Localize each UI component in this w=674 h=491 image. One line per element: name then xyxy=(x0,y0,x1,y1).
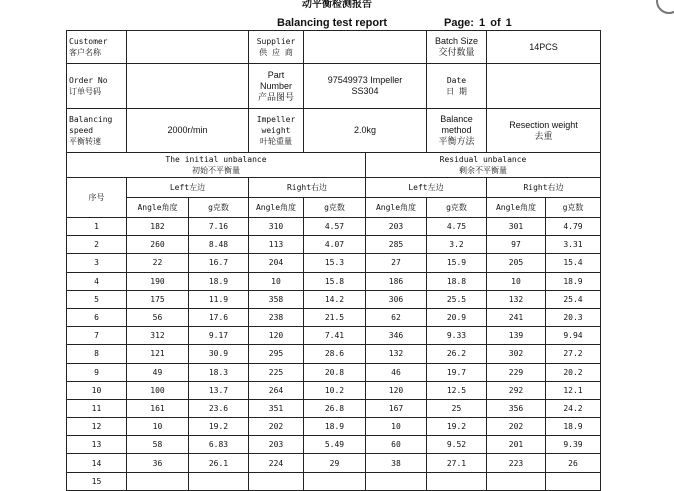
measurement-rows xyxy=(67,218,601,491)
grams-cell: 7.41 xyxy=(304,327,366,345)
initial-unbalance-header: The initial unbalance 初始不平衡量 xyxy=(67,153,366,178)
part-number-value: 97549973 Impeller SS304 xyxy=(304,64,427,109)
grams-cell: 13.7 xyxy=(189,381,249,399)
page-label: Page: xyxy=(444,17,474,29)
table-row xyxy=(67,218,601,236)
angle-cell: 223 xyxy=(487,454,546,472)
seq-header: 序号 xyxy=(67,178,127,218)
grams-cell: 14.2 xyxy=(304,290,366,308)
residual-unbalance-header: Residual unbalance 剩余不平衡量 xyxy=(366,153,601,178)
grams-header: g克数 xyxy=(546,198,601,218)
angle-cell: 190 xyxy=(127,272,189,290)
grams-cell: 23.6 xyxy=(189,399,249,417)
angle-cell: 120 xyxy=(249,327,304,345)
customer-label: Customer 客户名称 xyxy=(67,31,127,64)
report-title-en: Balancing test report xyxy=(277,17,388,29)
grams-cell: 15.9 xyxy=(427,254,487,272)
angle-cell: 202 xyxy=(487,418,546,436)
angle-cell: 312 xyxy=(127,327,189,345)
grams-cell: 3.31 xyxy=(546,236,601,254)
grams-cell: 6.83 xyxy=(189,436,249,454)
angle-cell: 100 xyxy=(127,381,189,399)
grams-cell: 19.7 xyxy=(427,363,487,381)
angle-cell xyxy=(487,472,546,490)
grams-cell: 28.6 xyxy=(304,345,366,363)
angle-cell: 10 xyxy=(127,418,189,436)
grams-cell: 26 xyxy=(546,454,601,472)
angle-cell: 182 xyxy=(127,218,189,236)
angle-cell: 58 xyxy=(127,436,189,454)
table-row xyxy=(67,363,601,381)
angle-cell: 205 xyxy=(487,254,546,272)
angle-cell: 302 xyxy=(487,345,546,363)
angle-cell xyxy=(366,472,427,490)
table-row xyxy=(67,381,601,399)
grams-cell: 5.49 xyxy=(304,436,366,454)
grams-header: g克数 xyxy=(189,198,249,218)
angle-cell: 285 xyxy=(366,236,427,254)
angle-cell: 292 xyxy=(487,381,546,399)
grams-cell: 27.2 xyxy=(546,345,601,363)
grams-cell: 27.1 xyxy=(427,454,487,472)
batch-size-label: Batch Size 交付数量 xyxy=(427,31,487,64)
grams-cell: 9.94 xyxy=(546,327,601,345)
grams-cell: 20.8 xyxy=(304,363,366,381)
grams-cell: 11.9 xyxy=(189,290,249,308)
grams-cell: 25.5 xyxy=(427,290,487,308)
angle-cell: 121 xyxy=(127,345,189,363)
grams-cell: 16.7 xyxy=(189,254,249,272)
grams-header: g克数 xyxy=(304,198,366,218)
grams-cell: 4.57 xyxy=(304,218,366,236)
row-number: 15 xyxy=(67,472,127,490)
report-title-cn: 动平衡检测报告 xyxy=(302,0,372,10)
grams-cell: 18.9 xyxy=(546,272,601,290)
grams-cell: 4.79 xyxy=(546,218,601,236)
angle-cell: 295 xyxy=(249,345,304,363)
row-number: 6 xyxy=(67,308,127,326)
grams-cell: 10.2 xyxy=(304,381,366,399)
angle-cell: 62 xyxy=(366,308,427,326)
table-row xyxy=(67,345,601,363)
row-number: 13 xyxy=(67,436,127,454)
grams-cell: 30.9 xyxy=(189,345,249,363)
unbalance-group-header xyxy=(67,153,601,178)
angle-cell: 224 xyxy=(249,454,304,472)
page-current: 1 xyxy=(479,17,486,29)
grams-cell: 4.07 xyxy=(304,236,366,254)
grams-cell: 9.17 xyxy=(189,327,249,345)
angle-cell: 60 xyxy=(366,436,427,454)
angle-cell: 38 xyxy=(366,454,427,472)
grams-cell: 29 xyxy=(304,454,366,472)
table-row xyxy=(67,472,601,490)
part-number-label: Part Number 产品图号 xyxy=(249,64,304,109)
angle-cell: 132 xyxy=(487,290,546,308)
measure-header-row xyxy=(67,198,601,218)
grams-cell: 9.39 xyxy=(546,436,601,454)
angle-cell: 358 xyxy=(249,290,304,308)
customer-value xyxy=(127,31,249,64)
row-number: 10 xyxy=(67,381,127,399)
angle-cell: 10 xyxy=(366,418,427,436)
grams-cell: 18.8 xyxy=(427,272,487,290)
angle-cell: 356 xyxy=(487,399,546,417)
grams-cell: 18.9 xyxy=(304,418,366,436)
initial-left-header: Left左边 xyxy=(127,178,249,198)
table-row xyxy=(67,418,601,436)
row-number: 11 xyxy=(67,399,127,417)
grams-cell: 18.9 xyxy=(546,418,601,436)
impeller-weight-value: 2.0kg xyxy=(304,109,427,153)
angle-cell: 301 xyxy=(487,218,546,236)
table-row xyxy=(67,236,601,254)
date-label: Date 日 期 xyxy=(427,64,487,109)
row-number: 12 xyxy=(67,418,127,436)
grams-cell: 17.6 xyxy=(189,308,249,326)
balance-method-value: Resection weight 去重 xyxy=(487,109,601,153)
balancing-speed-label: Balancing speed 平衡转速 xyxy=(67,109,127,153)
angle-cell: 202 xyxy=(249,418,304,436)
row-number: 3 xyxy=(67,254,127,272)
angle-cell: 186 xyxy=(366,272,427,290)
row-number: 8 xyxy=(67,345,127,363)
info-row-speed xyxy=(67,109,601,153)
grams-cell: 3.2 xyxy=(427,236,487,254)
angle-cell: 175 xyxy=(127,290,189,308)
supplier-value xyxy=(304,31,427,64)
table-row xyxy=(67,327,601,345)
info-row-order xyxy=(67,64,601,109)
table-row xyxy=(67,290,601,308)
grams-cell: 26.2 xyxy=(427,345,487,363)
angle-cell: 241 xyxy=(487,308,546,326)
grams-cell: 15.3 xyxy=(304,254,366,272)
residual-right-header: Right右边 xyxy=(487,178,601,198)
grams-cell: 12.1 xyxy=(546,381,601,399)
page-indicator xyxy=(444,17,512,29)
angle-cell: 260 xyxy=(127,236,189,254)
grams-cell: 15.8 xyxy=(304,272,366,290)
angle-cell: 161 xyxy=(127,399,189,417)
grams-cell: 20.2 xyxy=(546,363,601,381)
grams-cell: 25.4 xyxy=(546,290,601,308)
row-number: 14 xyxy=(67,454,127,472)
table-row xyxy=(67,399,601,417)
angle-cell: 132 xyxy=(366,345,427,363)
angle-cell: 346 xyxy=(366,327,427,345)
angle-cell: 229 xyxy=(487,363,546,381)
order-no-value xyxy=(127,64,249,109)
angle-cell: 238 xyxy=(249,308,304,326)
angle-cell: 167 xyxy=(366,399,427,417)
grams-cell: 7.16 xyxy=(189,218,249,236)
side-header-row xyxy=(67,178,601,198)
grams-cell: 26.8 xyxy=(304,399,366,417)
grams-cell: 9.33 xyxy=(427,327,487,345)
table-row xyxy=(67,436,601,454)
balancing-speed-value: 2000r/min xyxy=(127,109,249,153)
row-number: 1 xyxy=(67,218,127,236)
angle-cell: 46 xyxy=(366,363,427,381)
grams-cell: 20.9 xyxy=(427,308,487,326)
info-row-customer xyxy=(67,31,601,64)
balance-method-label: Balance method 平衡方法 xyxy=(427,109,487,153)
page-of: of xyxy=(490,17,501,29)
initial-right-header: Right右边 xyxy=(249,178,366,198)
table-row xyxy=(67,308,601,326)
order-no-label: Order No 订单号码 xyxy=(67,64,127,109)
angle-cell: 10 xyxy=(249,272,304,290)
grams-cell: 25 xyxy=(427,399,487,417)
row-number: 4 xyxy=(67,272,127,290)
grams-cell: 8.48 xyxy=(189,236,249,254)
angle-cell: 120 xyxy=(366,381,427,399)
angle-header: Angle角度 xyxy=(366,198,427,218)
grams-cell xyxy=(427,472,487,490)
grams-cell: 4.75 xyxy=(427,218,487,236)
grams-cell: 18.9 xyxy=(189,272,249,290)
angle-header: Angle角度 xyxy=(249,198,304,218)
corner-circle-icon xyxy=(656,0,674,14)
angle-cell: 225 xyxy=(249,363,304,381)
angle-cell: 310 xyxy=(249,218,304,236)
residual-left-header: Left左边 xyxy=(366,178,487,198)
angle-cell: 306 xyxy=(366,290,427,308)
angle-cell: 10 xyxy=(487,272,546,290)
grams-cell xyxy=(189,472,249,490)
grams-cell: 24.2 xyxy=(546,399,601,417)
grams-cell xyxy=(304,472,366,490)
row-number: 2 xyxy=(67,236,127,254)
grams-cell: 19.2 xyxy=(189,418,249,436)
grams-cell: 12.5 xyxy=(427,381,487,399)
grams-cell: 20.3 xyxy=(546,308,601,326)
angle-cell: 97 xyxy=(487,236,546,254)
supplier-label: Supplier 供 应 商 xyxy=(249,31,304,64)
angle-cell: 139 xyxy=(487,327,546,345)
grams-cell: 26.1 xyxy=(189,454,249,472)
angle-header: Angle角度 xyxy=(127,198,189,218)
angle-cell: 201 xyxy=(487,436,546,454)
angle-cell: 203 xyxy=(249,436,304,454)
angle-cell: 113 xyxy=(249,236,304,254)
grams-cell: 19.2 xyxy=(427,418,487,436)
angle-cell: 49 xyxy=(127,363,189,381)
table-row xyxy=(67,254,601,272)
grams-cell: 15.4 xyxy=(546,254,601,272)
grams-cell xyxy=(546,472,601,490)
angle-cell: 203 xyxy=(366,218,427,236)
angle-header: Angle角度 xyxy=(487,198,546,218)
grams-cell: 21.5 xyxy=(304,308,366,326)
page-total: 1 xyxy=(505,17,512,29)
grams-header: g克数 xyxy=(427,198,487,218)
angle-cell: 22 xyxy=(127,254,189,272)
table-row xyxy=(67,272,601,290)
table-row xyxy=(67,454,601,472)
balancing-report-table xyxy=(66,30,601,491)
angle-cell xyxy=(127,472,189,490)
batch-size-value: 14PCS xyxy=(487,31,601,64)
impeller-weight-label: Impeller weight 叶轮重量 xyxy=(249,109,304,153)
angle-cell: 36 xyxy=(127,454,189,472)
row-number: 5 xyxy=(67,290,127,308)
row-number: 9 xyxy=(67,363,127,381)
angle-cell: 27 xyxy=(366,254,427,272)
angle-cell: 264 xyxy=(249,381,304,399)
row-number: 7 xyxy=(67,327,127,345)
angle-cell: 351 xyxy=(249,399,304,417)
angle-cell: 56 xyxy=(127,308,189,326)
grams-cell: 9.52 xyxy=(427,436,487,454)
angle-cell xyxy=(249,472,304,490)
date-value xyxy=(487,64,601,109)
grams-cell: 18.3 xyxy=(189,363,249,381)
angle-cell: 204 xyxy=(249,254,304,272)
